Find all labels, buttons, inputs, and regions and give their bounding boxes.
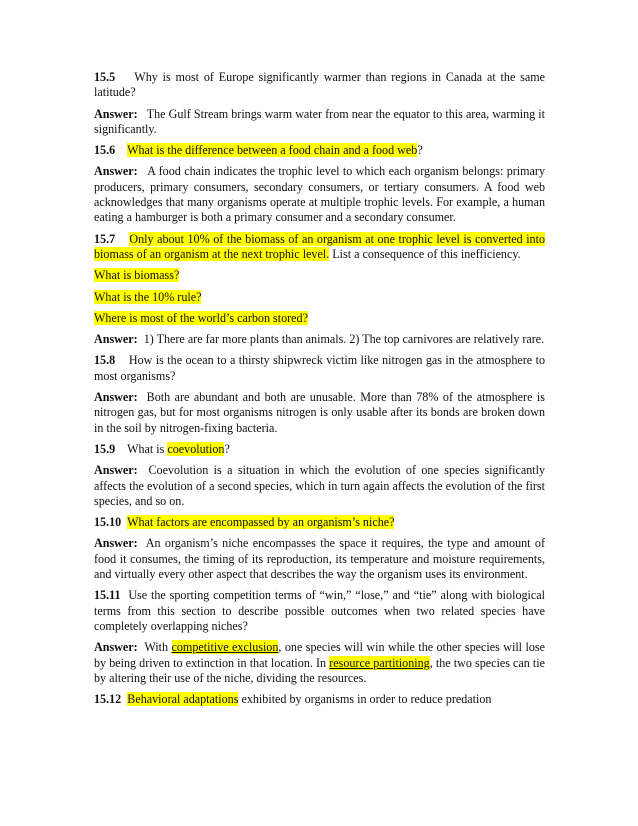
question-number: 15.10	[94, 515, 122, 530]
answer-15-9	[94, 463, 545, 509]
question-highlighted-term: coevolution	[167, 441, 225, 456]
answer-text: An organism’s niche encompasses the space it requires, the type and amount of food it consumes, the timing of its reproduction, its temperature and moisture requirements, and virtually every other aspect that describes the way the organism uses its environment.	[94, 536, 545, 582]
answer-label: Answer:	[94, 164, 138, 179]
answer-label: Answer:	[94, 106, 138, 121]
question-tail: ?	[417, 143, 423, 158]
question-15-5	[94, 70, 545, 101]
question-highlighted-text: What factors are encompassed by an organism’s niche?	[127, 515, 395, 530]
question-15-9	[94, 442, 545, 457]
term-competitive-exclusion: competitive exclusion	[171, 640, 279, 655]
question-highlighted-text: Only about 10% of the biomass of an organism at one trophic level is converted into biomass of an organism at the next trophic level.	[94, 231, 546, 261]
answer-text: , one species will win while the other species will lose by being driven to extinction in that location. In	[94, 640, 545, 670]
answer-15-5	[94, 107, 545, 138]
question-text: Why is most of Europe significantly warmer than regions in Canada at the same latitude?	[94, 70, 545, 100]
question-15-11	[94, 588, 545, 634]
answer-15-8	[94, 390, 545, 436]
answer-15-7	[94, 332, 545, 347]
subquestion-text: What is the 10% rule?	[94, 289, 202, 304]
answer-label: Answer:	[94, 332, 138, 347]
question-15-10	[94, 515, 545, 530]
answer-text: Coevolution is a situation in which the evolution of one species significantly affects the evolution of a second species, which in turn again affects the evolution of the first species, and so on.	[94, 463, 546, 508]
answer-text: 1) There are far more plants than animals. 2) The top carnivores are relatively rare.	[143, 332, 545, 347]
question-tail: ?	[224, 441, 230, 456]
answer-15-11	[94, 640, 545, 686]
question-number: 15.12	[94, 692, 122, 707]
question-number: 15.11	[94, 588, 121, 603]
answer-text: , the two species can tie by altering their use of the niche, dividing the resources.	[94, 655, 545, 685]
subquestion-1	[94, 268, 545, 283]
answer-text: Both are abundant and both are unusable. More than 78% of the atmosphere is nitrogen gas, but for most organisms nitrogen is only usable after its bonds are broken down in the soil by nitrogen-fixing bacteria.	[94, 390, 545, 435]
question-number: 15.6	[94, 143, 116, 158]
answer-label: Answer:	[94, 463, 138, 478]
subquestion-3	[94, 311, 545, 326]
question-tail: List a consequence of this inefficiency.	[329, 246, 521, 261]
subquestion-text: Where is most of the world’s carbon stored?	[94, 310, 308, 325]
answer-label: Answer:	[94, 536, 138, 551]
question-15-8	[94, 353, 545, 384]
question-15-6	[94, 143, 545, 158]
question-number: 15.5	[94, 70, 116, 84]
question-15-7	[94, 232, 545, 263]
document-page	[94, 70, 545, 713]
question-highlighted-term: Behavioral adaptations	[127, 692, 239, 707]
answer-text: The Gulf Stream brings warm water from near the equator to this area, warming it significantly.	[94, 106, 545, 136]
question-15-12	[94, 692, 545, 707]
question-number: 15.7	[94, 231, 116, 246]
question-text: Use the sporting competition terms of “win,” “lose,” and “tie” along with biological terms from this section to describe possible outcomes when two related species have completely overlapping niches?	[94, 588, 545, 633]
question-number: 15.8	[94, 353, 116, 368]
subquestion-text: What is biomass?	[94, 268, 180, 283]
answer-text: With	[144, 640, 172, 655]
term-resource-partitioning: resource partitioning	[329, 655, 430, 670]
question-number: 15.9	[94, 441, 116, 456]
answer-label: Answer:	[94, 640, 138, 655]
answer-15-6	[94, 164, 545, 225]
question-tail: exhibited by organisms in order to reduce predation	[238, 692, 492, 707]
answer-15-10	[94, 536, 545, 582]
question-highlighted-text: What is the difference between a food chain and a food web	[127, 143, 418, 158]
question-text: What is	[127, 441, 168, 456]
answer-text: A food chain indicates the trophic level to which each organism belongs: primary producers, primary consumers, secondary consumers, or tertiary consumers. A food web acknowledges that many organisms operate at multiple trophic levels. For example, a human eating a hamburger is both a primary consumer and a secondary consumer.	[94, 164, 546, 225]
subquestion-2	[94, 290, 545, 305]
answer-label: Answer:	[94, 390, 138, 405]
question-text: How is the ocean to a thirsty shipwreck victim like nitrogen gas in the atmosphere to most organisms?	[94, 353, 545, 383]
